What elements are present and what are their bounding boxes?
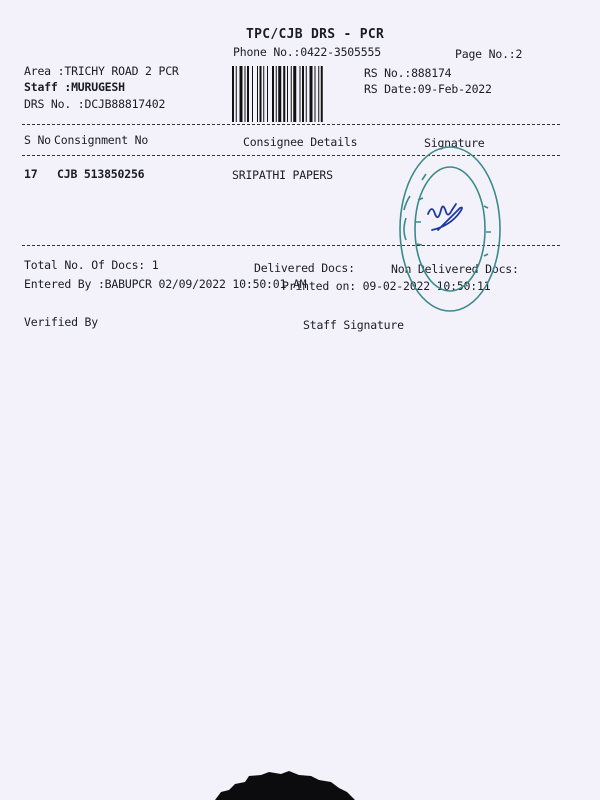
row-consignment-number: CJB 513850256 [57,167,145,181]
phone-number: Phone No.:0422-3505555 [233,45,381,59]
printed-on: Printed on: 09-02-2022 10:50:11 [282,279,491,293]
verified-by: Verified By [24,315,98,329]
col-header-consignment: Consignment No [54,133,149,147]
page-number: Page No.:2 [455,47,523,61]
staff-field: Staff :MURUGESH [24,80,125,94]
col-header-consignee: Consignee Details [243,135,358,149]
row-sno: 17 [24,167,38,181]
document-title: TPC/CJB DRS - PCR [246,27,385,42]
divider [22,124,560,125]
col-header-sno: S No [24,133,51,147]
drs-number: DRS No. :DCJB88817402 [24,97,166,111]
entered-by: Entered By :BABUPCR 02/09/2022 10:50:01 AM [24,277,307,291]
rs-number: RS No.:888174 [364,66,452,80]
staff-signature-label: Staff Signature [303,318,404,332]
col-header-signature: Signature [424,136,485,150]
delivered-docs: Delivered Docs: [254,261,355,275]
company-seal-icon [392,140,504,318]
area-field: Area :TRICHY ROAD 2 PCR [24,64,179,78]
non-delivered-docs: Non Delivered Docs: [391,262,519,276]
row-consignee: SRIPATHI PAPERS [232,168,333,182]
total-docs: Total No. Of Docs: 1 [24,258,159,272]
ink-blot [215,770,355,800]
barcode-icon [232,66,354,122]
rs-date: RS Date:09-Feb-2022 [364,82,492,96]
